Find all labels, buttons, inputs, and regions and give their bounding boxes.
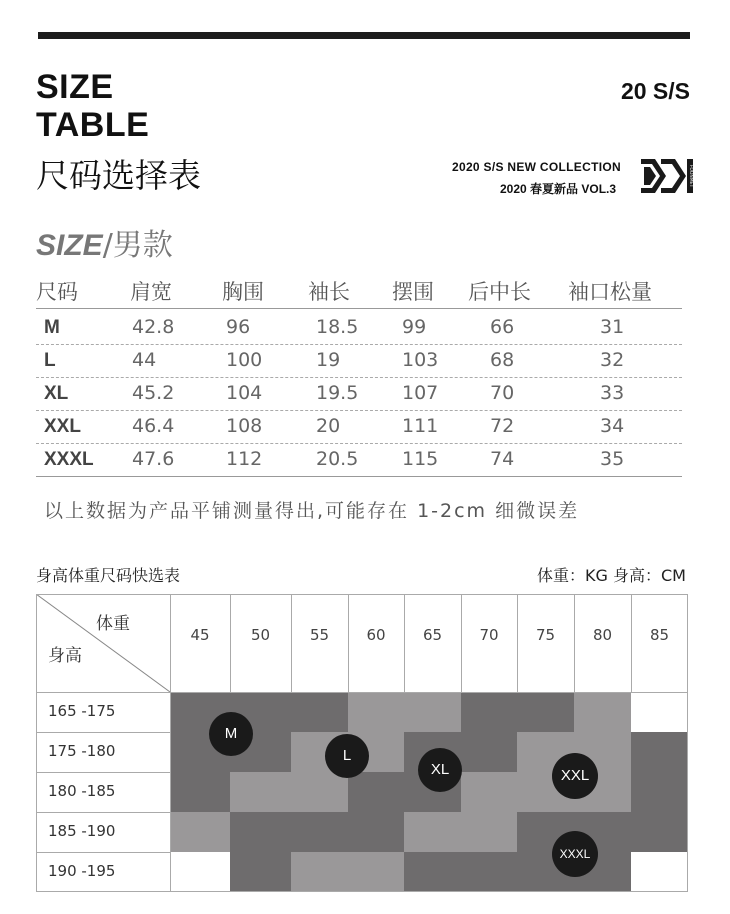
col-chest: 胸围 bbox=[222, 280, 264, 304]
col-cuff: 袖口松量 bbox=[568, 280, 652, 304]
collection-line-2: 2020 春夏新品 VOL.3 bbox=[500, 182, 617, 196]
size-value: 66 bbox=[490, 316, 515, 338]
size-label: XXL bbox=[44, 416, 81, 437]
weight-header: 80 bbox=[592, 626, 613, 644]
size-value: 112 bbox=[226, 448, 263, 470]
height-range: 185 -190 bbox=[48, 822, 116, 840]
size-row bbox=[36, 377, 682, 410]
size-value: 99 bbox=[402, 316, 427, 338]
size-value: 100 bbox=[226, 349, 263, 371]
size-value: 96 bbox=[226, 316, 251, 338]
size-value: 32 bbox=[600, 349, 625, 371]
grid-cell bbox=[517, 692, 574, 732]
grid-cell bbox=[461, 732, 517, 772]
size-badge: XL bbox=[418, 748, 462, 792]
grid-cell bbox=[291, 692, 348, 732]
weight-header: 75 bbox=[535, 626, 556, 644]
section-title-rest: /男款 bbox=[102, 228, 173, 263]
size-label: M bbox=[44, 317, 60, 338]
size-label: XL bbox=[44, 383, 69, 404]
grid-cell bbox=[461, 772, 517, 812]
weight-header: 50 bbox=[250, 626, 271, 644]
grid-cell bbox=[348, 852, 404, 892]
size-value: 108 bbox=[226, 415, 263, 437]
grid-cell bbox=[404, 812, 461, 852]
size-value: 45.2 bbox=[132, 382, 175, 404]
grid-cell bbox=[170, 772, 230, 812]
size-label: XXXL bbox=[44, 449, 94, 470]
size-badge: XXL bbox=[552, 753, 598, 799]
brand-logo bbox=[640, 157, 694, 195]
grid-cell bbox=[461, 692, 517, 732]
grid-cell bbox=[631, 852, 688, 892]
col-size: 尺码 bbox=[36, 280, 78, 304]
weight-header: 65 bbox=[422, 626, 443, 644]
size-value: 35 bbox=[600, 448, 625, 470]
quick-table-units: 体重：KG 身高：CM bbox=[537, 566, 686, 585]
grid-cell bbox=[291, 812, 348, 852]
grid-cell bbox=[631, 732, 688, 772]
grid-cell bbox=[631, 812, 688, 852]
grid-cell bbox=[404, 852, 461, 892]
height-range: 190 -195 bbox=[48, 862, 116, 880]
collection-line-1: 2020 S/S NEW COLLECTION bbox=[452, 160, 621, 174]
weight-header: 45 bbox=[190, 626, 210, 644]
size-value: 20.5 bbox=[316, 448, 359, 470]
height-range: 165 -175 bbox=[48, 702, 116, 720]
grid-cell bbox=[631, 692, 688, 732]
size-value: 115 bbox=[402, 448, 439, 470]
title-cn: 尺码选择表 bbox=[36, 156, 201, 195]
size-value: 107 bbox=[402, 382, 439, 404]
size-value: 74 bbox=[490, 448, 515, 470]
grid-cell bbox=[461, 852, 517, 892]
size-row bbox=[36, 443, 682, 476]
size-value: 47.6 bbox=[132, 448, 175, 470]
col-hem: 摆围 bbox=[392, 280, 434, 304]
size-value: 44 bbox=[132, 349, 157, 371]
grid-cell bbox=[291, 772, 348, 812]
title-size: SIZE bbox=[36, 68, 114, 106]
size-value: 42.8 bbox=[132, 316, 175, 338]
size-badge: L bbox=[325, 734, 369, 778]
grid-cell bbox=[230, 772, 291, 812]
size-value: 34 bbox=[600, 415, 625, 437]
grid-cell bbox=[348, 772, 404, 812]
title-table: TABLE bbox=[36, 106, 150, 144]
col-back-length: 后中长 bbox=[468, 280, 531, 304]
height-range: 175 -180 bbox=[48, 742, 116, 760]
size-value: 20 bbox=[316, 415, 341, 437]
size-label: L bbox=[44, 350, 56, 371]
section-title bbox=[36, 220, 173, 264]
size-value: 104 bbox=[226, 382, 263, 404]
size-row bbox=[36, 311, 682, 344]
weight-header: 70 bbox=[479, 626, 499, 644]
size-value: 19 bbox=[316, 349, 341, 371]
size-value: 72 bbox=[490, 415, 515, 437]
corner-weight-label: 体重 bbox=[96, 614, 130, 634]
col-sleeve: 袖长 bbox=[308, 280, 350, 304]
grid-cell bbox=[631, 772, 688, 812]
quick-table-title: 身高体重尺码快选表 bbox=[36, 566, 181, 585]
grid-cell bbox=[574, 692, 631, 732]
size-value: 18.5 bbox=[316, 316, 359, 338]
grid-cell bbox=[170, 812, 230, 852]
size-badge: XXXL bbox=[552, 831, 598, 877]
top-rule bbox=[38, 32, 690, 39]
size-value: 33 bbox=[600, 382, 625, 404]
grid-cell bbox=[230, 852, 291, 892]
size-value: 103 bbox=[402, 349, 439, 371]
size-value: 46.4 bbox=[132, 415, 175, 437]
size-value: 31 bbox=[600, 316, 625, 338]
measurement-note: 以上数据为产品平铺测量得出,可能存在 1-2cm 细微误差 bbox=[44, 500, 580, 522]
weight-header: 55 bbox=[309, 626, 330, 644]
size-row bbox=[36, 410, 682, 443]
size-value: 19.5 bbox=[316, 382, 359, 404]
weight-header: 85 bbox=[649, 626, 670, 644]
grid-cell bbox=[230, 812, 291, 852]
size-value: 111 bbox=[402, 415, 439, 437]
grid-cell bbox=[404, 692, 461, 732]
grid-cell bbox=[348, 692, 404, 732]
grid-cell bbox=[461, 812, 517, 852]
corner-height-label: 身高 bbox=[48, 646, 82, 666]
size-badge: M bbox=[209, 712, 253, 756]
height-range: 180 -185 bbox=[48, 782, 116, 800]
size-table-header bbox=[36, 276, 682, 309]
season-label: 20 S/S bbox=[620, 78, 690, 104]
size-value: 68 bbox=[490, 349, 515, 371]
section-title-bold: SIZE bbox=[36, 229, 103, 262]
grid-cell bbox=[348, 812, 404, 852]
size-row bbox=[36, 344, 682, 377]
quick-size-grid bbox=[36, 594, 688, 892]
grid-cell bbox=[291, 852, 348, 892]
logo-side-text: FOONMET bbox=[688, 164, 693, 188]
col-shoulder: 肩宽 bbox=[130, 280, 172, 304]
weight-header: 60 bbox=[366, 626, 386, 644]
grid-cell bbox=[170, 852, 230, 892]
size-value: 70 bbox=[490, 382, 515, 404]
